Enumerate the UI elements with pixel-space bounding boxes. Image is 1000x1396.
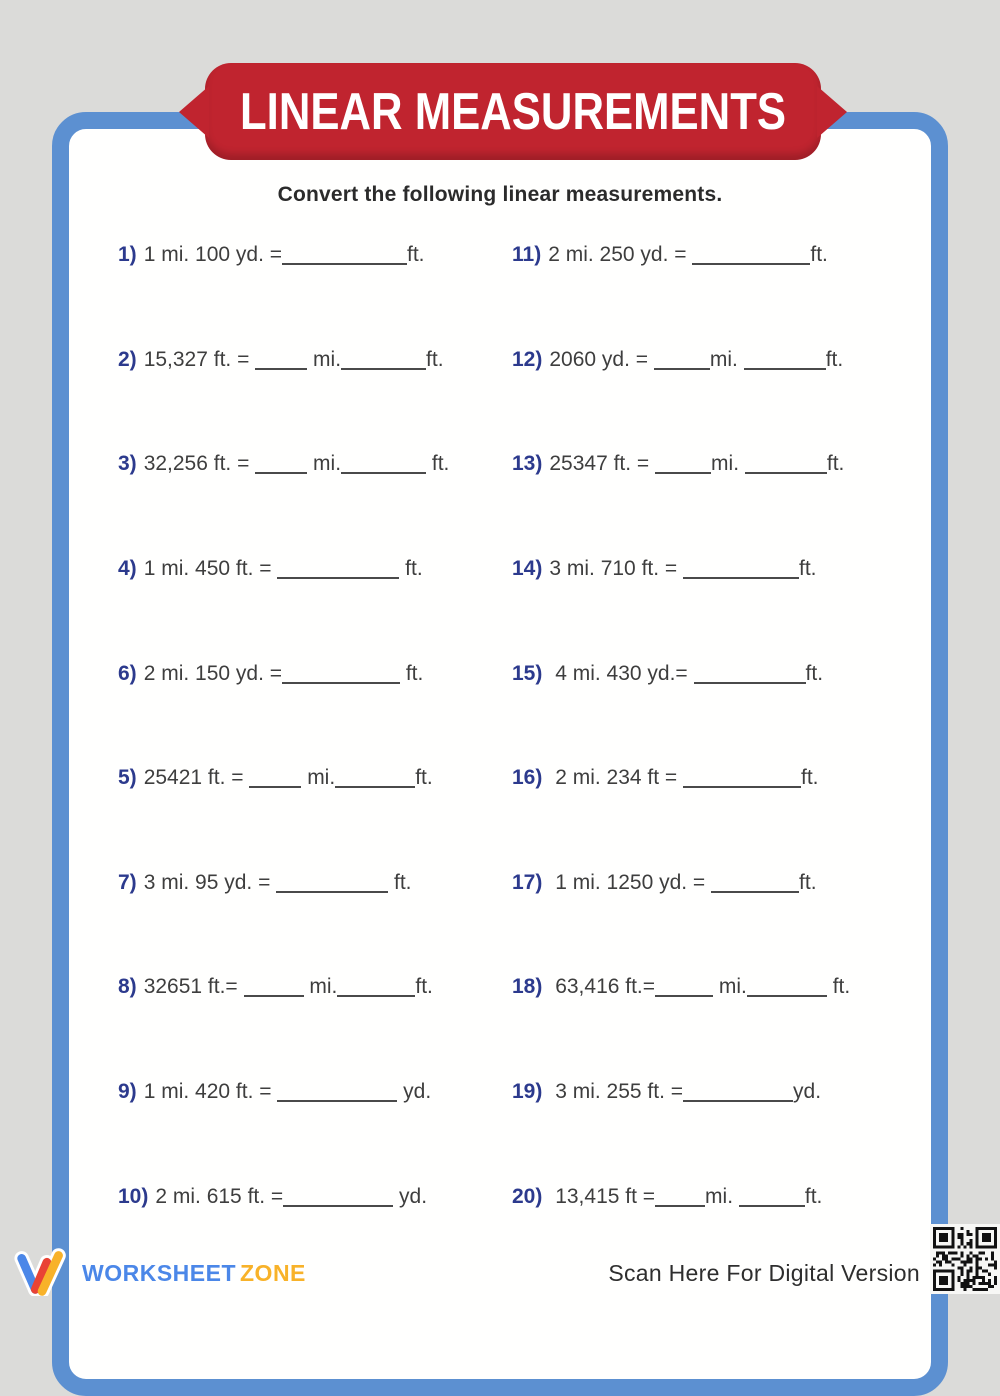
problem-text: 13,415 ft = mi. ft.	[549, 1184, 823, 1208]
problems-column-right	[512, 203, 922, 1249]
answer-blank	[744, 368, 826, 370]
answer-blank	[692, 263, 810, 265]
problem-number: 9)	[118, 1080, 137, 1104]
problem-number: 15)	[512, 661, 543, 685]
answer-blank	[654, 368, 710, 370]
problem-number: 1)	[118, 243, 137, 267]
problem-row	[118, 935, 510, 1040]
problem-text: 2 mi. 234 ft = ft.	[549, 766, 819, 790]
worksheetzone-logo-text: WORKSHEET ZONE	[82, 1260, 306, 1286]
problem-number: 11)	[512, 243, 542, 267]
worksheetzone-logo-icon	[12, 1246, 76, 1301]
problem-number: 12)	[512, 347, 543, 371]
answer-blank	[655, 995, 713, 997]
page-title: LINEAR MEASUREMENTS	[239, 82, 787, 141]
problem-number: 7)	[118, 870, 137, 894]
answer-blank	[276, 891, 388, 893]
problem-row	[512, 726, 922, 831]
title-banner	[205, 63, 821, 160]
answer-blank	[244, 995, 304, 997]
problem-text: 32651 ft.= mi. ft.	[143, 975, 433, 999]
problem-row	[512, 517, 922, 622]
problem-row	[512, 935, 922, 1040]
problem-row	[512, 1144, 922, 1249]
problem-text: 25421 ft. = mi. ft.	[143, 766, 433, 790]
problem-text: 1 mi. 1250 yd. = ft.	[549, 870, 817, 894]
answer-blank	[655, 472, 711, 474]
problem-text: 15,327 ft. = mi. ft.	[143, 347, 444, 371]
problem-text: 2 mi. 150 yd. = ft.	[143, 661, 424, 685]
answer-blank	[683, 786, 801, 788]
problem-row	[118, 1040, 510, 1145]
problem-row	[118, 621, 510, 726]
problem-row	[118, 831, 510, 936]
answer-blank	[683, 577, 799, 579]
answer-blank	[739, 1205, 805, 1207]
answer-blank	[747, 995, 827, 997]
problem-row	[512, 1040, 922, 1145]
problem-number: 14)	[512, 557, 543, 581]
problem-text: 3 mi. 95 yd. = ft.	[143, 870, 412, 894]
answer-blank	[745, 472, 827, 474]
problem-number: 4)	[118, 557, 137, 581]
answer-blank	[255, 472, 307, 474]
answer-blank	[249, 786, 301, 788]
problem-text: 25347 ft. = mi. ft.	[549, 452, 845, 476]
answer-blank	[282, 263, 407, 265]
problem-text: 32,256 ft. = mi. ft.	[143, 452, 450, 476]
problem-text: 3 mi. 255 ft. = yd.	[549, 1080, 822, 1104]
problem-row	[118, 412, 510, 517]
problem-row	[512, 621, 922, 726]
problem-number: 13)	[512, 452, 543, 476]
problem-number: 8)	[118, 975, 137, 999]
problem-number: 10)	[118, 1184, 149, 1208]
answer-blank	[683, 1100, 793, 1102]
problem-text: 2 mi. 615 ft. = yd.	[155, 1184, 428, 1208]
answer-blank	[341, 368, 426, 370]
answer-blank	[711, 891, 799, 893]
problem-row	[512, 203, 922, 308]
problem-text: 1 mi. 100 yd. = ft.	[143, 243, 425, 267]
worksheetzone-logo	[12, 1246, 306, 1301]
answer-blank	[694, 682, 806, 684]
answer-blank	[255, 368, 307, 370]
qr-code	[930, 1224, 1000, 1294]
answer-blank	[283, 1205, 393, 1207]
answer-blank	[277, 577, 399, 579]
scan-here-label: Scan Here For Digital Version	[608, 1260, 920, 1286]
problem-row	[512, 412, 922, 517]
problems-column-left	[118, 203, 510, 1249]
problem-number: 17)	[512, 870, 543, 894]
problem-number: 16)	[512, 766, 543, 790]
problem-text: 2 mi. 250 yd. = ft.	[548, 243, 828, 267]
problem-number: 3)	[118, 452, 137, 476]
problem-text: 1 mi. 420 ft. = yd.	[143, 1080, 432, 1104]
problem-row	[118, 203, 510, 308]
answer-blank	[337, 995, 415, 997]
problem-number: 18)	[512, 975, 543, 999]
answer-blank	[282, 682, 400, 684]
problem-text: 1 mi. 450 ft. = ft.	[143, 557, 423, 581]
problem-row	[118, 726, 510, 831]
answer-blank	[277, 1100, 397, 1102]
problem-row	[512, 308, 922, 413]
problem-row	[118, 308, 510, 413]
problem-row	[512, 831, 922, 936]
problem-text: 3 mi. 710 ft. = ft.	[549, 557, 817, 581]
answer-blank	[341, 472, 426, 474]
answer-blank	[655, 1205, 705, 1207]
problem-number: 6)	[118, 661, 137, 685]
problem-row	[118, 1144, 510, 1249]
instruction-text: Convert the following linear measurements.	[277, 183, 723, 206]
problem-number: 5)	[118, 766, 137, 790]
problem-row	[118, 517, 510, 622]
problem-text: 63,416 ft.= mi. ft.	[549, 975, 851, 999]
answer-blank	[335, 786, 415, 788]
problem-number: 2)	[118, 347, 137, 371]
problem-number: 19)	[512, 1080, 543, 1104]
problem-number: 20)	[512, 1184, 543, 1208]
problem-text: 4 mi. 430 yd.= ft.	[549, 661, 824, 685]
problem-text: 2060 yd. = mi. ft.	[549, 347, 844, 371]
